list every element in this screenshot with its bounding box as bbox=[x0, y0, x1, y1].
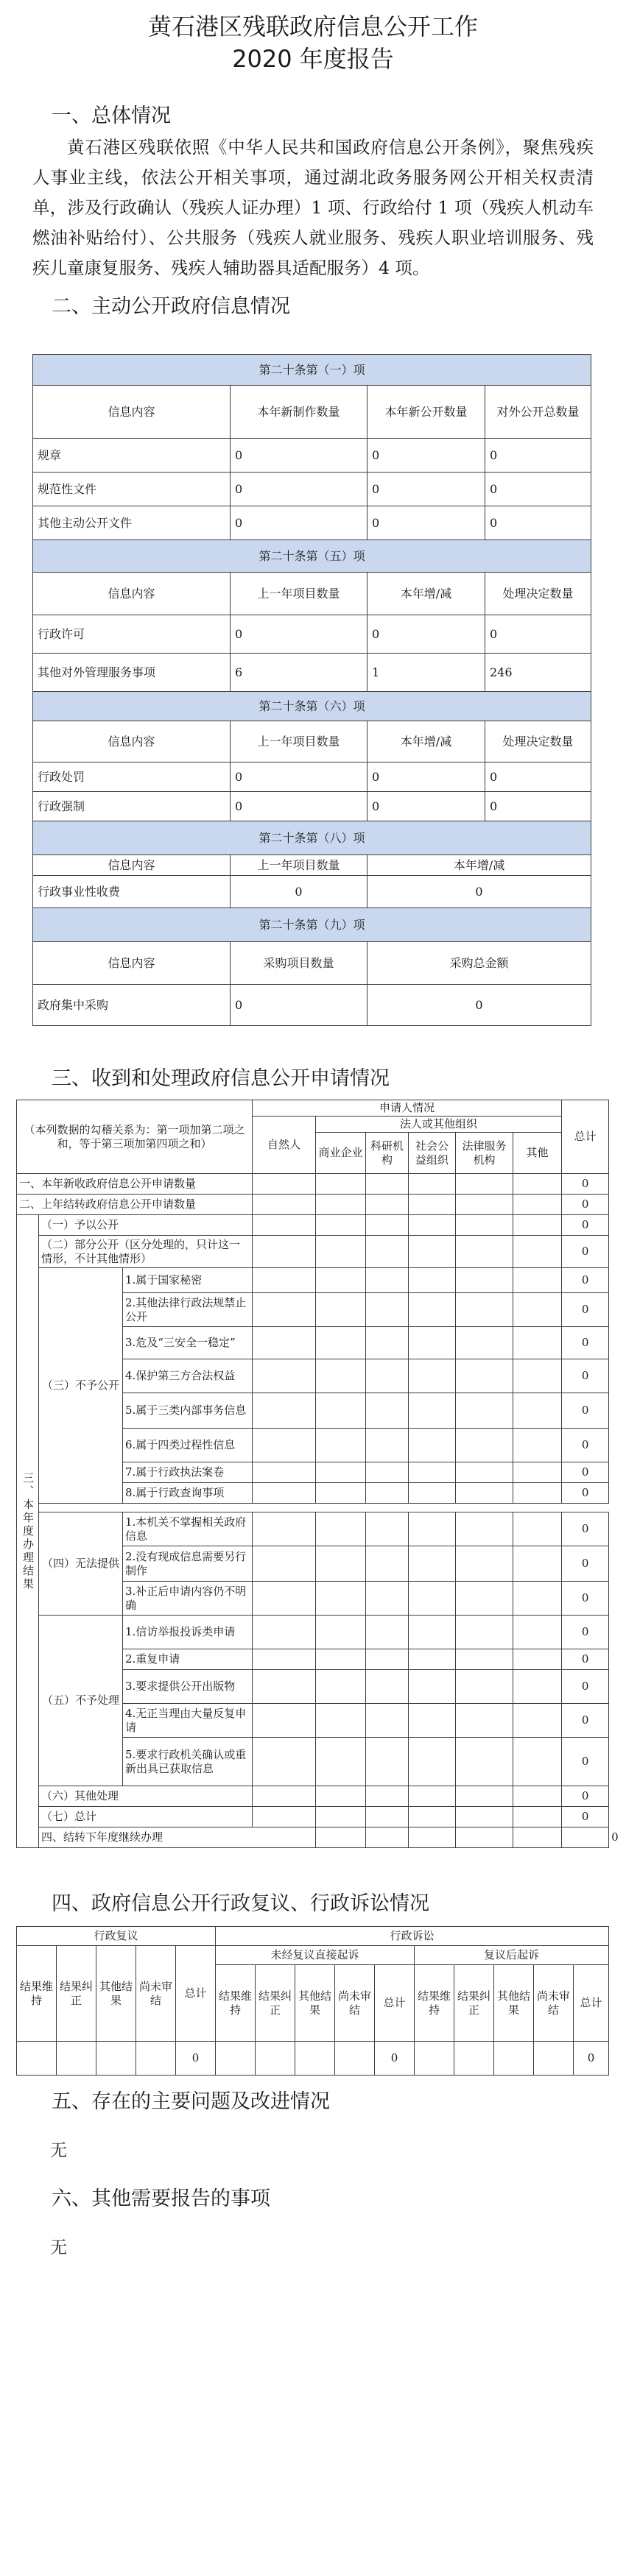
total-cell: 0 bbox=[562, 1738, 609, 1786]
value-cell: 0 bbox=[367, 876, 591, 908]
item-label: 2.其他法律行政法规禁止公开 bbox=[123, 1293, 253, 1327]
applicant-header: 申请人情况 bbox=[253, 1100, 562, 1117]
total-cell: 0 bbox=[562, 1268, 609, 1293]
row-label: 行政许可 bbox=[33, 615, 231, 654]
direct-lawsuit-header: 未经复议直接起诉 bbox=[216, 1946, 415, 1965]
value-cell: 0 bbox=[485, 615, 591, 654]
col-header: 结果维持 bbox=[216, 1965, 256, 2042]
item-label: 2.没有现成信息需要另行制作 bbox=[123, 1546, 253, 1582]
header-cell: 信息内容 bbox=[33, 386, 231, 439]
proactive-disclosure-table bbox=[32, 354, 591, 1026]
value-cell: 0 bbox=[231, 506, 367, 540]
value-cell: 0 bbox=[485, 792, 591, 821]
total-header: 总计 bbox=[562, 1100, 609, 1174]
after-review-header: 复议后起诉 bbox=[415, 1946, 609, 1965]
col-header: 结果纠正 bbox=[256, 1965, 295, 2042]
col-header: 总计 bbox=[176, 1946, 216, 2042]
value-cell: 0 bbox=[231, 473, 367, 506]
total-cell: 0 bbox=[562, 1327, 609, 1359]
result-section-label: 三、本年度办理结果 bbox=[17, 1215, 39, 1848]
col-header: 结果纠正 bbox=[57, 1946, 96, 2042]
legal-entity-header: 法人或其他组织 bbox=[316, 1117, 562, 1133]
total-cell: 0 bbox=[562, 1649, 609, 1670]
admin-review-header: 行政复议 bbox=[17, 1927, 216, 1946]
row-label: （二）部分公开（区分处理的，只计这一情形，不计其他情形） bbox=[39, 1236, 253, 1268]
col-header: 总计 bbox=[574, 1965, 609, 2042]
header-cell: 上一年项目数量 bbox=[231, 573, 367, 615]
total-cell: 0 bbox=[562, 1429, 609, 1462]
total-cell: 0 bbox=[562, 1704, 609, 1738]
item-label: 4.保护第三方合法权益 bbox=[123, 1359, 253, 1393]
col-header: 尚未审结 bbox=[534, 1965, 574, 2042]
value-cell: 0 bbox=[367, 506, 485, 540]
corner-note: （本列数据的勾稽关系为：第一项加第二项之和，等于第三项加第四项之和） bbox=[17, 1100, 253, 1174]
col-header: 尚未审结 bbox=[335, 1965, 375, 2042]
item-label: 3.危及“三安全一稳定” bbox=[123, 1327, 253, 1359]
band-article-20-1: 第二十条第（一）项 bbox=[33, 355, 591, 386]
section-4-heading: 四、政府信息公开行政复议、行政诉讼情况 bbox=[52, 1892, 429, 1915]
header-cell: 采购项目数量 bbox=[231, 942, 367, 985]
section-5-heading: 五、存在的主要问题及改进情况 bbox=[52, 2090, 330, 2113]
band-article-20-5: 第二十条第（五）项 bbox=[33, 540, 591, 573]
total-cell: 0 bbox=[562, 1236, 609, 1268]
item-label: 6.属于四类过程性信息 bbox=[123, 1429, 253, 1462]
item-label: 7.属于行政执法案卷 bbox=[123, 1462, 253, 1483]
report-title bbox=[32, 0, 594, 75]
header-cell: 采购总金额 bbox=[367, 942, 591, 985]
value-cell: 0 bbox=[485, 473, 591, 506]
header-cell: 本年增/减 bbox=[367, 855, 591, 876]
natural-person-header: 自然人 bbox=[253, 1117, 316, 1174]
header-cell: 处理决定数量 bbox=[485, 573, 591, 615]
value-cell: 0 bbox=[231, 876, 367, 908]
title-line-1: 黄石港区残联政府信息公开工作 bbox=[147, 13, 478, 40]
header-cell: 对外公开总数量 bbox=[485, 386, 591, 439]
value-cell: 0 bbox=[231, 439, 367, 473]
value-cell: 0 bbox=[367, 439, 485, 473]
total-cell: 0 bbox=[562, 1670, 609, 1704]
header-cell: 处理决定数量 bbox=[485, 721, 591, 762]
header-cell: 本年新制作数量 bbox=[231, 386, 367, 439]
section-6-heading: 六、其他需要报告的事项 bbox=[52, 2187, 270, 2210]
header-cell: 信息内容 bbox=[33, 721, 231, 762]
row-label: 行政强制 bbox=[33, 792, 231, 821]
col-header: 总计 bbox=[375, 1965, 415, 2042]
item-label: 3.补正后申请内容仍不明确 bbox=[123, 1582, 253, 1616]
after-total-cell: 0 bbox=[574, 2042, 609, 2076]
col-header: 其他结果 bbox=[295, 1965, 335, 2042]
col-header: 其他结果 bbox=[494, 1965, 534, 2042]
value-cell: 0 bbox=[367, 473, 485, 506]
total-cell: 0 bbox=[562, 1807, 609, 1827]
row-label: 行政事业性收费 bbox=[33, 876, 231, 908]
group-label: （五）不予处理 bbox=[39, 1616, 123, 1786]
total-cell: 0 bbox=[562, 1512, 609, 1546]
col-header: 结果维持 bbox=[415, 1965, 454, 2042]
header-cell: 本年增/减 bbox=[367, 721, 485, 762]
section-6-body: 无 bbox=[50, 2238, 67, 2257]
review-litigation-table bbox=[16, 1926, 609, 2076]
total-cell: 0 bbox=[562, 1174, 609, 1195]
col-header: 社会公益组织 bbox=[409, 1133, 456, 1174]
row-label: （七）总计 bbox=[39, 1807, 253, 1827]
col-header: 法律服务机构 bbox=[456, 1133, 513, 1174]
col-header: 商业企业 bbox=[316, 1133, 366, 1174]
total-cell: 0 bbox=[562, 1359, 609, 1393]
group-label: （四）无法提供 bbox=[39, 1512, 123, 1616]
item-label: 4.无正当理由大量反复申请 bbox=[123, 1704, 253, 1738]
value-cell: 0 bbox=[367, 615, 485, 654]
value-cell: 0 bbox=[485, 439, 591, 473]
value-cell: 246 bbox=[485, 654, 591, 692]
header-cell: 上一年项目数量 bbox=[231, 855, 367, 876]
section-1-body: 黄石港区残联依照《中华人民共和国政府信息公开条例》，聚焦残疾人事业主线，依法公开相关事项，通过湖北政务服务网公开相关权责清单，涉及行政确认（残疾人证办理）1 项、行政给付 1 项（残疾人机动车燃油补贴给付）、公共服务（残疾人就业服务、残疾人职业培训服务、残疾儿童康复服务、残疾人辅助器具适配服务）4 项。 bbox=[32, 137, 594, 278]
header-cell: 信息内容 bbox=[33, 573, 231, 615]
col-header: 结果纠正 bbox=[454, 1965, 494, 2042]
total-cell: 0 bbox=[562, 1616, 609, 1649]
col-header: 结果维持 bbox=[17, 1946, 57, 2042]
section-3-heading: 三、收到和处理政府信息公开申请情况 bbox=[52, 1067, 390, 1090]
row-label: 一、本年新收政府信息公开申请数量 bbox=[17, 1174, 253, 1195]
band-article-20-9: 第二十条第（九）项 bbox=[33, 908, 591, 942]
row-label: 其他主动公开文件 bbox=[33, 506, 231, 540]
row-label: 四、结转下年度继续办理 bbox=[39, 1827, 316, 1848]
col-header: 其他结果 bbox=[96, 1946, 136, 2042]
row-label: 二、上年结转政府信息公开申请数量 bbox=[17, 1195, 253, 1215]
section-5-body: 无 bbox=[50, 2141, 67, 2160]
header-cell: 信息内容 bbox=[33, 942, 231, 985]
item-label: 1.属于国家秘密 bbox=[123, 1268, 253, 1293]
header-cell: 上一年项目数量 bbox=[231, 721, 367, 762]
value-cell: 0 bbox=[367, 762, 485, 792]
row-label: （六）其他处理 bbox=[39, 1786, 253, 1807]
total-cell: 0 bbox=[562, 1215, 609, 1236]
col-header: 科研机构 bbox=[366, 1133, 409, 1174]
value-cell: 0 bbox=[231, 985, 367, 1026]
item-label: 1.信访举报投诉类申请 bbox=[123, 1616, 253, 1649]
item-label: 5.要求行政机关确认或重新出具已获取信息 bbox=[123, 1738, 253, 1786]
value-cell: 0 bbox=[485, 762, 591, 792]
section-2-heading: 二、主动公开政府信息情况 bbox=[52, 295, 290, 318]
group-label: （三）不予公开 bbox=[39, 1268, 123, 1504]
total-cell: 0 bbox=[562, 1393, 609, 1429]
row-label: 政府集中采购 bbox=[33, 985, 231, 1026]
row-label: 其他对外管理服务事项 bbox=[33, 654, 231, 692]
value-cell: 0 bbox=[231, 762, 367, 792]
title-line-2: 2020 年度报告 bbox=[232, 45, 394, 73]
band-article-20-8: 第二十条第（八）项 bbox=[33, 821, 591, 855]
total-cell: 0 bbox=[562, 1786, 609, 1807]
value-cell: 0 bbox=[367, 792, 485, 821]
row-label: 行政处罚 bbox=[33, 762, 231, 792]
item-label: 5.属于三类内部事务信息 bbox=[123, 1393, 253, 1429]
value-cell: 0 bbox=[231, 615, 367, 654]
header-cell: 本年增/减 bbox=[367, 573, 485, 615]
total-cell: 0 bbox=[562, 1462, 609, 1483]
item-label: 2.重复申请 bbox=[123, 1649, 253, 1670]
application-handling-table: （本列数据的勾稽关系为：第一项加第二项之和，等于第三项加第四项之和） 申请人情况 总计 自然人 法人或其他组织 商业企业 科研机构 社会公益组织 法律服务机构 其他 一、本年新收政府信息公开申请数量 0 二、上年结转政府信息公开申请数量 0 三、本年度办理结果 （一）予以公开 0 （二）部分公开（区分处理的，只计这一情形，不计其他情形） 0 （三）不予公开 1.属于国家秘密 0 2.其他法律行政法规禁止公开 0 3.危及“三安全一稳定” 0 4.保护第三方合法权益 0 5.属于三类内部事务信息 0 6.属于四类过程性信息 0 7.属于行政执法案卷 0 8.属于行政查询事项 0 （四）无法提供 1.本机关不掌握相关政府信息 0 2.没有现成信息需要另行制作 0 3.补正后申请内容仍不明确 0 （五）不予处理 1.信访举报投诉类申请 0 2.重复申请 0 3.要求提供公开出版物 0 4.无正当理由大量反复申请 0 5.要求行政机关确认或重新出具已获取信息 0 （六）其他处理 0 （七）总计 0 四、结转下年度继续办理 0 bbox=[16, 1100, 609, 1848]
col-header: 其他 bbox=[513, 1133, 562, 1174]
total-cell: 0 bbox=[562, 1293, 609, 1327]
header-cell: 信息内容 bbox=[33, 855, 231, 876]
col-header: 尚未审结 bbox=[136, 1946, 176, 2042]
item-label: 8.属于行政查询事项 bbox=[123, 1483, 253, 1504]
total-cell: 0 bbox=[562, 1546, 609, 1582]
row-label: 规章 bbox=[33, 439, 231, 473]
table-gap bbox=[39, 1504, 609, 1512]
section-1-heading: 一、总体情况 bbox=[52, 105, 171, 127]
band-article-20-6: 第二十条第（六）项 bbox=[33, 692, 591, 721]
item-label: 1.本机关不掌握相关政府信息 bbox=[123, 1512, 253, 1546]
header-cell: 本年新公开数量 bbox=[367, 386, 485, 439]
row-label: 规范性文件 bbox=[33, 473, 231, 506]
admin-lawsuit-header: 行政诉讼 bbox=[216, 1927, 609, 1946]
total-cell: 0 bbox=[562, 1195, 609, 1215]
value-cell: 0 bbox=[367, 985, 591, 1026]
value-cell: 6 bbox=[231, 654, 367, 692]
total-cell: 0 bbox=[562, 1483, 609, 1504]
total-cell: 0 bbox=[562, 1582, 609, 1616]
direct-total-cell: 0 bbox=[375, 2042, 415, 2076]
row-label: （一）予以公开 bbox=[39, 1215, 253, 1236]
item-label: 3.要求提供公开出版物 bbox=[123, 1670, 253, 1704]
value-cell: 0 bbox=[231, 792, 367, 821]
review-total-cell: 0 bbox=[176, 2042, 216, 2076]
value-cell: 0 bbox=[485, 506, 591, 540]
value-cell: 1 bbox=[367, 654, 485, 692]
